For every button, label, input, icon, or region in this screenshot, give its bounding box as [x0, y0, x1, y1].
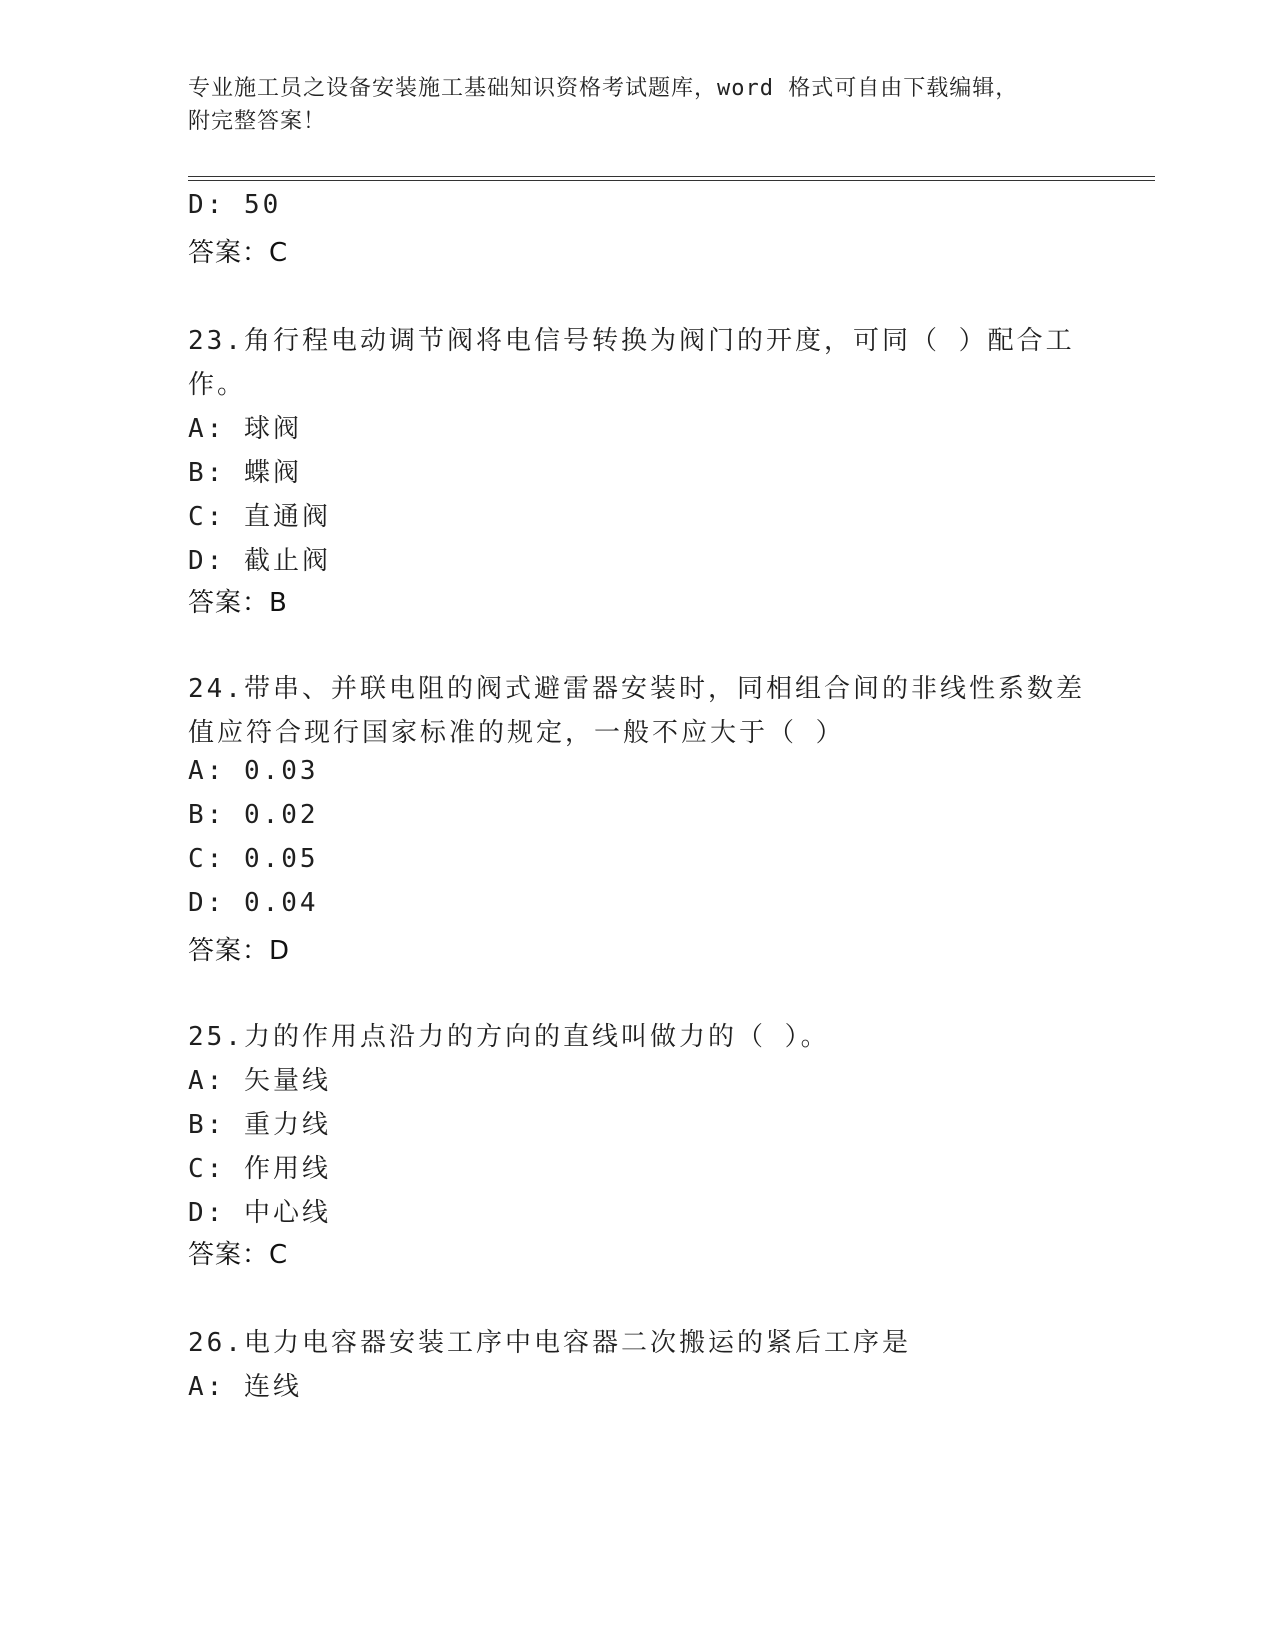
- header-divider-top: [188, 176, 1155, 177]
- option-line: A: 球阀: [188, 414, 302, 444]
- question-line: 23.角行程电动调节阀将电信号转换为阀门的开度，可同（ ）配合工: [188, 326, 1075, 356]
- option-line: C: 直通阀: [188, 502, 331, 532]
- option-line: B: 蝶阀: [188, 458, 302, 488]
- option-line: D: 截止阀: [188, 546, 331, 576]
- answer-line: 答案：D: [188, 936, 291, 966]
- page-header: [188, 72, 1088, 138]
- question-line: 26.电力电容器安装工序中电容器二次搬运的紧后工序是: [188, 1328, 911, 1358]
- answer-line: 答案：C: [188, 1240, 289, 1270]
- option-line: D: 中心线: [188, 1198, 331, 1228]
- answer-line: 答案：B: [188, 588, 288, 618]
- header-line-2: 附完整答案！: [188, 109, 327, 134]
- option-line: B: 0.02: [188, 800, 319, 830]
- option-line: A: 矢量线: [188, 1066, 331, 1096]
- header-line-1: 专业施工员之设备安装施工基础知识资格考试题库，word 格式可自由下载编辑，: [188, 76, 1019, 101]
- option-line: D: 0.04: [188, 888, 319, 918]
- answer-line: 答案：C: [188, 238, 289, 268]
- question-line: 作。: [188, 370, 247, 400]
- option-line: A: 连线: [188, 1372, 302, 1402]
- option-line: D: 50: [188, 190, 282, 220]
- question-line: 值应符合现行国家标准的规定，一般不应大于（ ）: [188, 718, 845, 748]
- option-line: A: 0.03: [188, 756, 319, 786]
- header-divider-bottom: [188, 180, 1155, 181]
- option-line: C: 作用线: [188, 1154, 331, 1184]
- question-line: 25.力的作用点沿力的方向的直线叫做力的（ ）。: [188, 1022, 830, 1052]
- option-line: B: 重力线: [188, 1110, 331, 1140]
- question-line: 24.带串、并联电阻的阀式避雷器安装时，同相组合间的非线性系数差: [188, 674, 1085, 704]
- option-line: C: 0.05: [188, 844, 319, 874]
